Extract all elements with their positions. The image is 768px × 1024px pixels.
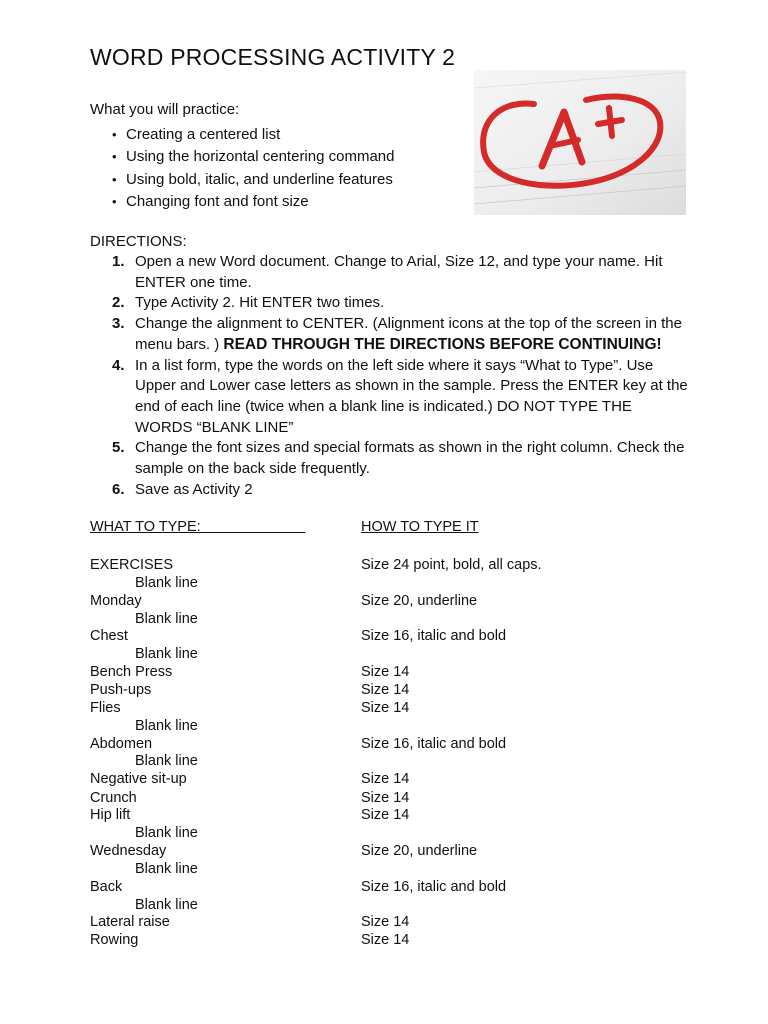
how-to-type-cell: Size 14 [361, 914, 410, 930]
what-to-type-cell: Monday [90, 593, 142, 609]
what-to-type-cell: EXERCISES [90, 557, 173, 573]
table-row [90, 627, 710, 645]
what-to-type-cell: Bench Press [90, 664, 173, 680]
what-to-type-cell: Rowing [90, 932, 139, 948]
how-to-type-cell: Size 16, italic and bold [361, 628, 507, 644]
how-to-type-cell: Size 14 [361, 807, 410, 823]
table-row [90, 896, 710, 914]
list-item: 3. Change the alignment to CENTER. (Alignment icons at the top of the screen in the menu bars. ) READ THROUGH THE DIRECTIONS BEFORE CONTINUING! [112, 315, 682, 353]
what-to-type-cell: Push-ups [90, 682, 152, 698]
col-how-to-type-header: HOW TO TYPE IT [361, 519, 479, 535]
table-row [90, 556, 710, 574]
list-item: • Creating a centered list [112, 124, 394, 146]
table-row [90, 699, 710, 717]
list-item: • Using bold, italic, and underline features [112, 169, 394, 191]
list-item: • Changing font and font size [112, 191, 394, 213]
how-to-type-cell: Size 14 [361, 664, 410, 680]
what-to-type-cell: Blank line [135, 575, 198, 591]
how-to-type-cell: Size 20, underline [361, 843, 478, 859]
how-to-type-cell: Size 24 point, bold, all caps. [361, 557, 542, 573]
table-row [90, 610, 710, 628]
how-to-type-cell: Size 14 [361, 700, 410, 716]
what-to-type-cell: Hip lift [90, 807, 131, 823]
table-row [90, 770, 710, 788]
what-to-type-cell: Back [90, 879, 123, 895]
table-row [90, 824, 710, 842]
table-row [90, 842, 710, 860]
table-row [90, 592, 710, 610]
what-to-type-cell: Crunch [90, 790, 137, 806]
bullet-icon: • [112, 149, 117, 165]
what-to-type-cell: Wednesday [90, 843, 167, 859]
what-to-type-cell: Chest [90, 628, 128, 644]
list-item: 1. Open a new Word document. Change to Arial, Size 12, and type your name. Hit ENTER one time. [112, 253, 663, 291]
list-item: 2. Type Activity 2. Hit ENTER two times. [112, 294, 385, 312]
what-to-type-cell: Blank line [135, 861, 198, 877]
document-title: WORD PROCESSING ACTIVITY 2 [90, 44, 456, 70]
how-to-type-cell: Size 14 [361, 682, 410, 698]
how-to-type-cell: Size 20, underline [361, 593, 478, 609]
table-row [90, 663, 710, 681]
table-row [90, 913, 710, 931]
how-to-type-cell: Size 14 [361, 932, 410, 948]
table-row [90, 860, 710, 878]
what-to-type-cell: Blank line [135, 611, 198, 627]
what-to-type-cell: Abdomen [90, 736, 153, 752]
table-header [90, 519, 710, 539]
what-to-type-cell: Blank line [135, 897, 198, 913]
bullet-icon: • [112, 171, 117, 187]
list-item: 6. Save as Activity 2 [112, 480, 253, 498]
table-row [90, 806, 710, 824]
what-to-type-cell: Blank line [135, 825, 198, 841]
list-item: 4. In a list form, type the words on the left side where it says “What to Type”. Use Upper and Lower case letters as shown in the sample. Press the ENTER key at the end of each line (twice when a blank line is indicated.) DO NOT TYPE THE WORDS “BLANK LINE” [112, 356, 688, 436]
directions-heading: DIRECTIONS: [90, 233, 187, 250]
table-row [90, 878, 710, 896]
how-to-type-cell: Size 14 [361, 790, 410, 806]
what-to-type-cell: Flies [90, 700, 121, 716]
a-plus-grade-icon [474, 70, 686, 215]
how-to-type-cell: Size 14 [361, 771, 410, 787]
table-row [90, 735, 710, 753]
table-row [90, 645, 710, 663]
list-item: 5. Change the font sizes and special formats as shown in the right column. Check the sample on the back side frequently. [112, 439, 685, 478]
bullet-icon: • [112, 193, 117, 209]
table-row [90, 789, 710, 807]
table-row [90, 931, 710, 949]
what-to-type-cell: Negative sit-up [90, 771, 187, 787]
emphasis-text: READ THROUGH THE DIRECTIONS BEFORE CONTINUING! [223, 335, 662, 353]
col-what-to-type-header: WHAT TO TYPE: [90, 519, 306, 535]
directions-list [112, 252, 692, 500]
table-row [90, 681, 710, 699]
table-row [90, 717, 710, 735]
how-to-type-cell: Size 16, italic and bold [361, 879, 507, 895]
bullet-icon: • [112, 127, 117, 142]
table-row [90, 574, 710, 592]
table-row [90, 752, 710, 770]
practice-list [112, 124, 394, 213]
what-to-type-cell: Blank line [135, 718, 198, 734]
list-item: • Using the horizontal centering command [112, 146, 394, 168]
what-to-type-cell: Blank line [135, 646, 198, 662]
practice-heading: What you will practice: [90, 101, 240, 118]
what-to-type-cell: Blank line [135, 753, 198, 769]
how-to-type-cell: Size 16, italic and bold [361, 736, 507, 752]
what-to-type-cell: Lateral raise [90, 914, 170, 930]
